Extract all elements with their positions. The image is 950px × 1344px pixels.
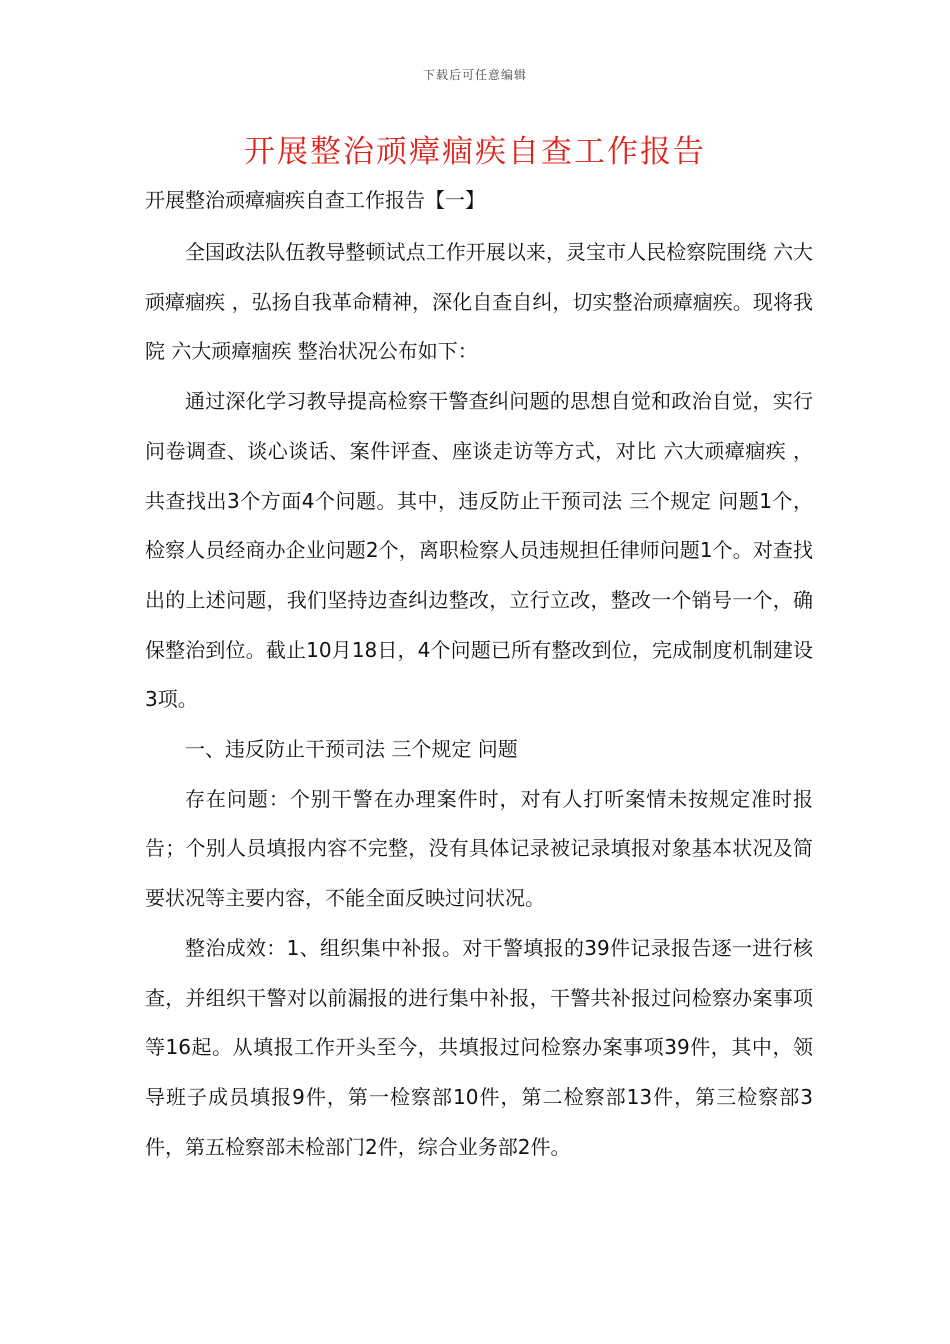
page-header-note: 下载后可任意编辑 xyxy=(422,68,527,82)
paragraph-problems: 存在问题：个别干警在办理案件时，对有人打听案情未按规定准时报告；个别人员填报内容不完整，没有具体记录被记录填报对象基本状况及简要状况等主要内容，不能全面反映过问状况。 xyxy=(145,786,813,911)
paragraph-overview: 通过深化学习教导提高检察干警查纠问题的思想自觉和政治自觉，实行问卷调查、谈心谈话、案件评查、座谈走访等方式，对比 六大顽瘴痼疾 ，共查找出3个方面4个问题。其中，违反防止干预司法 三个规定 问题1个，检察人员经商办企业问题2个，离职检察人员违规担任律师问题1个。对查找出的上述问题，我们坚持边查纠边整改，立行立改，整改一个销号一个，确保整治到位。截止10月18日，4个问题已所有整改到位，完成制度机制建设3项。 xyxy=(145,389,813,712)
paragraph-results: 整治成效：1、组织集中补报。对干警填报的39件记录报告逐一进行核查，并组织干警对以前漏报的进行集中补报，干警共补报过问检察办案事项等16起。从填报工作开头至今，共填报过问检察办案事项39件，其中，领导班子成员填报9件，第一检察部10件，第二检察部13件，第三检察部3件，第五检察部未检部门2件，综合业务部2件。 xyxy=(145,935,813,1159)
document-body xyxy=(145,228,813,1172)
document-title: 开展整治顽瘴痼疾自查工作报告 xyxy=(244,134,706,170)
document-subtitle: 开展整治顽瘴痼疾自查工作报告【一】 xyxy=(145,188,485,212)
paragraph-intro: 全国政法队伍教导整顿试点工作开展以来，灵宝市人民检察院围绕 六大顽瘴痼疾 ，弘扬自我革命精神，深化自查自纠，切实整治顽瘴痼疾。现将我院 六大顽瘴痼疾 整治状况公布如下： xyxy=(145,240,813,364)
section-heading-1: 一、违反防止干预司法 三个规定 问题 xyxy=(185,737,518,762)
